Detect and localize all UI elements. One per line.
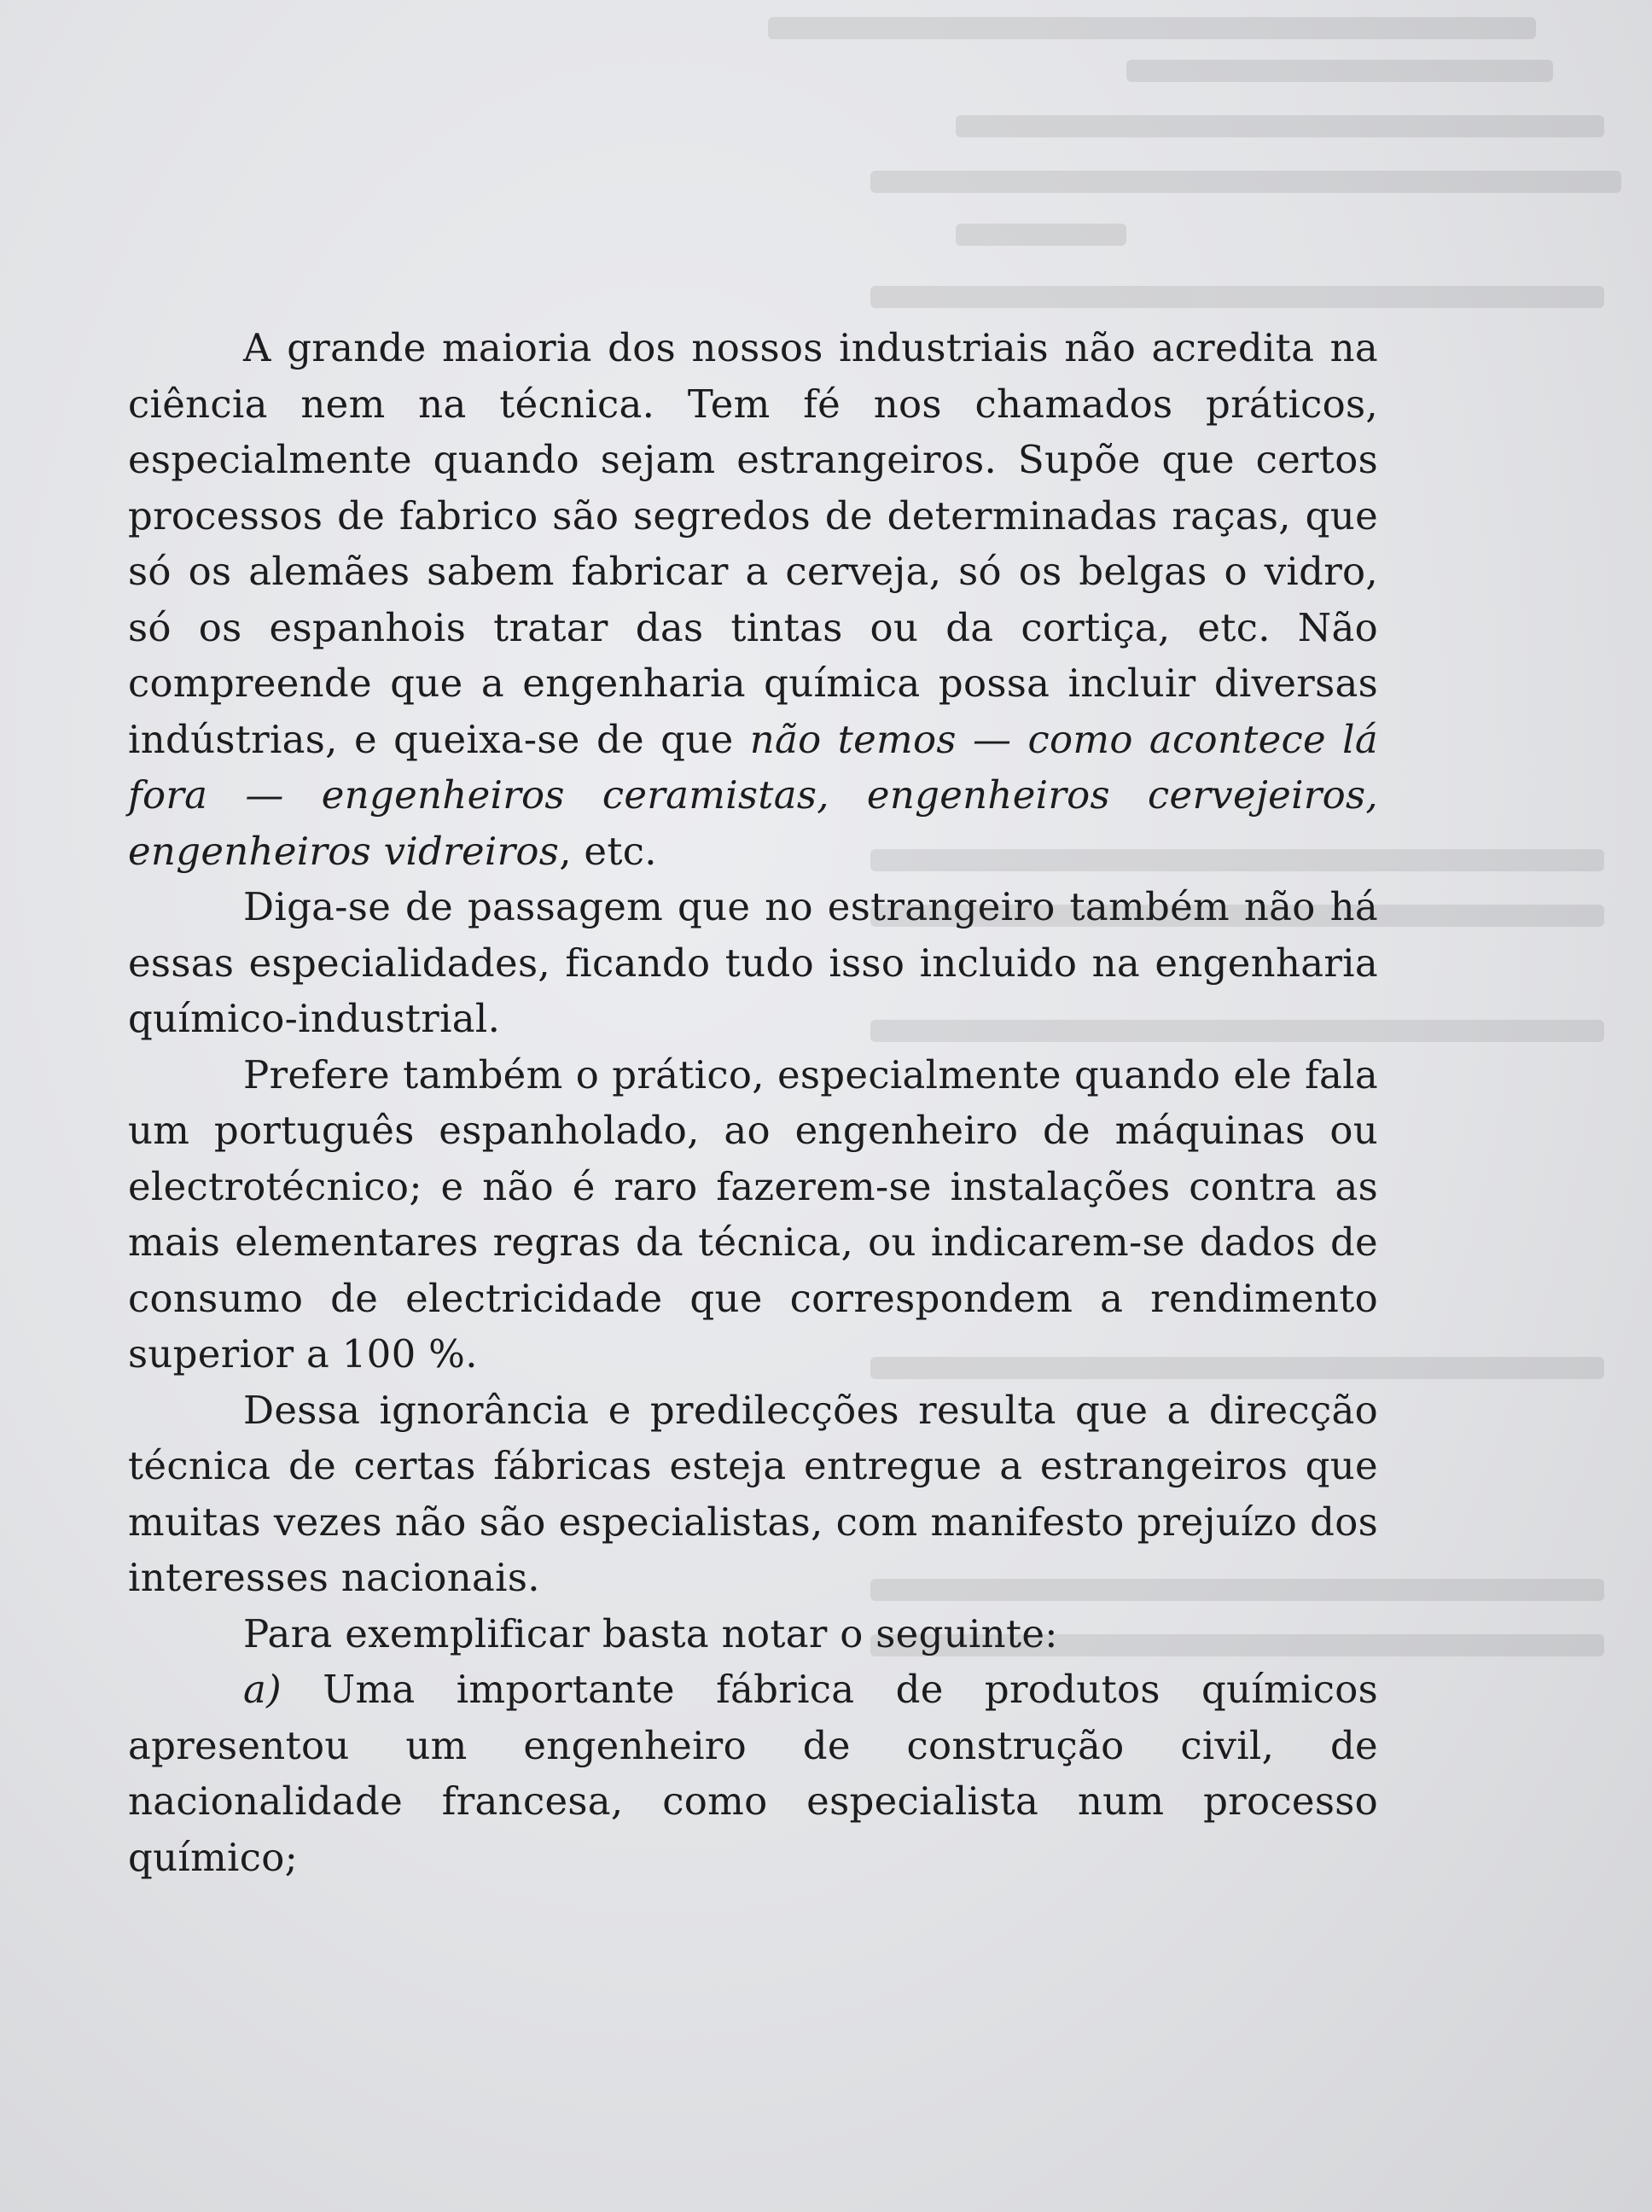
paragraph-ignorancia — [128, 1382, 1378, 1606]
text-span: Para exemplificar basta notar o seguinte: — [243, 1610, 1058, 1656]
text-span: A grande maioria dos nossos industriais não acredita na ciência nem na técnica. Tem fé nos chamados práticos, especialmente quando sejam estrangeiros. Supõe que certos processos de fabrico são segredos de determinadas raças, que só os alemães sabem fabricar a cerveja, só os belgas o vidro, só os espanhois tratar das tintas ou da cortiça, etc. Não compreende que a engenharia química possa incluir diversas indústrias, e queixa-se de que — [128, 325, 1378, 762]
paragraph-industriais — [128, 320, 1378, 879]
text-span: Prefere também o prático, especialmente quando ele fala um português espanholado, ao engenheiro de máquinas ou electrotécnico; e não é raro fazerem-se instalações contra as mais elementares regras da técnica, ou indicarem-se dados de consumo de electricidade que correspondem a rendimento superior a 100 %. — [128, 1051, 1378, 1377]
paragraph-pratico — [128, 1047, 1378, 1382]
italic-span: não temos — como acontece lá fora — engenheiros ceramistas, engenheiros cervejeiros, engenheiros vidreiros — [128, 716, 1378, 874]
paragraph-passagem — [128, 879, 1378, 1047]
text-span: Uma importante fábrica de produtos químicos apresentou um engenheiro de construção civil, de nacionalidade francesa, como especialista num processo químico; — [128, 1667, 1378, 1880]
body-text — [128, 320, 1378, 1885]
list-item-a — [128, 1662, 1378, 1885]
text-span: Dessa ignorância e predilecções resulta que a direcção técnica de certas fábricas esteja entregue a estrangeiros que muitas vezes não são especialistas, com manifesto prejuízo dos interesses nacionais. — [128, 1387, 1378, 1600]
text-span: Diga-se de passagem que no estrangeiro também não há essas especialidades, ficando tudo isso incluido na engenharia químico-industrial. — [128, 884, 1378, 1041]
text-span: , etc. — [559, 828, 657, 874]
list-item-label: a) — [243, 1667, 282, 1712]
paragraph-exemplificar — [128, 1606, 1378, 1662]
